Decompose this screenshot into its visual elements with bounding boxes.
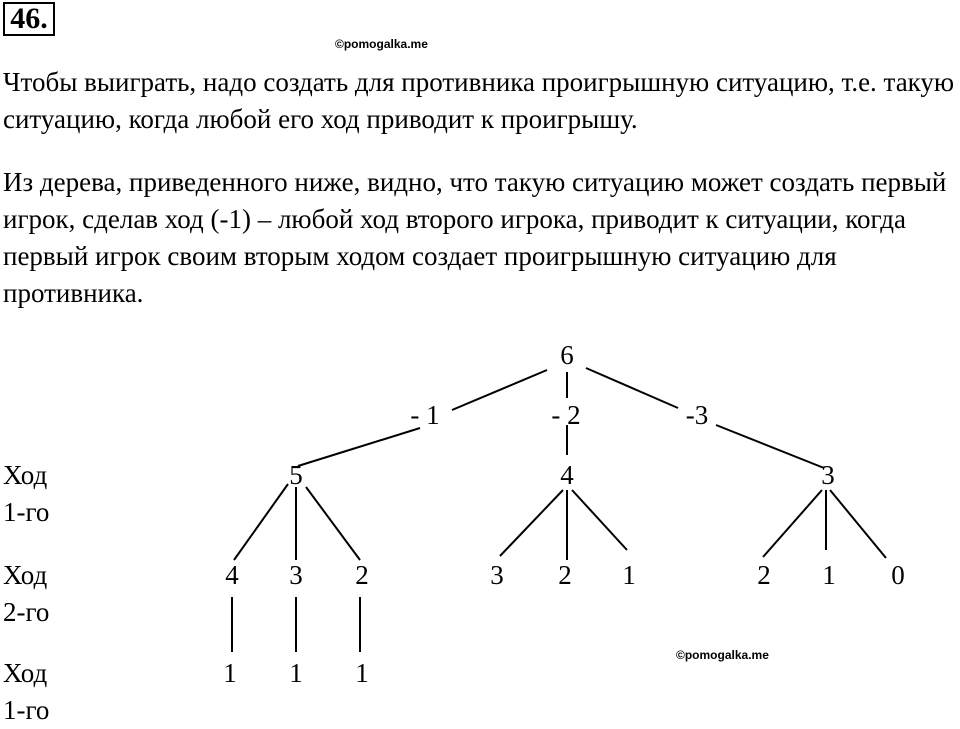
side-label-move-3 <box>3 655 49 729</box>
side-label-move-2 <box>3 557 49 631</box>
node-l2-6: 2 <box>757 560 771 590</box>
node-root: 6 <box>560 340 574 370</box>
edge-root-left-lower <box>298 428 420 466</box>
node-l2-3: 3 <box>490 560 504 590</box>
watermark-top: ©pomogalka.me <box>335 37 428 51</box>
node-l2-7: 1 <box>822 560 836 590</box>
paragraph-2: Из дерева, приведенного ниже, видно, что такую ситуацию может создать первый игрок, сделав ход (-1) – любой ход второго игрока, приводит к ситуации, когда первый игрок своим вторым ходом создает проигрышную ситуацию для противника. <box>3 167 947 308</box>
edge-root-right-lower <box>716 425 824 468</box>
paragraph-1: Чтобы выиграть, надо создать для противника проигрышную ситуацию, т.е. такую ситуацию, когда любой его ход приводит к проигрышу. <box>3 67 955 134</box>
edge-root-left <box>452 370 547 410</box>
node-l3-1: 1 <box>289 658 303 688</box>
node-l1-0: 5 <box>289 460 303 490</box>
edge-3-2 <box>763 490 822 557</box>
side-label-line2: 1-го <box>3 695 50 725</box>
edge-5-4 <box>234 484 288 560</box>
side-label-line1: Ход <box>3 560 48 590</box>
node-l2-4: 2 <box>558 560 572 590</box>
watermark-bottom: ©pomogalka.me <box>676 648 769 662</box>
node-l2-0: 4 <box>225 560 239 590</box>
node-l2-5: 1 <box>622 560 636 590</box>
node-l3-0: 1 <box>223 658 237 688</box>
node-l2-1: 3 <box>289 560 303 590</box>
edge-5-2 <box>306 487 360 560</box>
edge-label-2: - 2 <box>551 400 581 430</box>
side-label-line2: 1-го <box>3 497 50 527</box>
edge-label-3: -3 <box>685 400 709 430</box>
side-label-line1: Ход <box>3 658 48 688</box>
side-label-move-1 <box>3 457 49 531</box>
edge-root-right <box>586 368 678 408</box>
node-l1-1: 4 <box>560 460 574 490</box>
node-l2-8: 0 <box>891 560 905 590</box>
side-label-line1: Ход <box>3 460 48 490</box>
node-l2-2: 2 <box>355 560 369 590</box>
edge-4-1 <box>572 490 627 550</box>
problem-number: 46. <box>3 2 55 36</box>
node-l3-2: 1 <box>355 658 369 688</box>
edge-4-3 <box>500 490 563 556</box>
edge-label-1: - 1 <box>410 400 440 430</box>
node-l1-2: 3 <box>821 460 835 490</box>
side-label-line2: 2-го <box>3 597 50 627</box>
edge-3-0 <box>830 490 886 558</box>
